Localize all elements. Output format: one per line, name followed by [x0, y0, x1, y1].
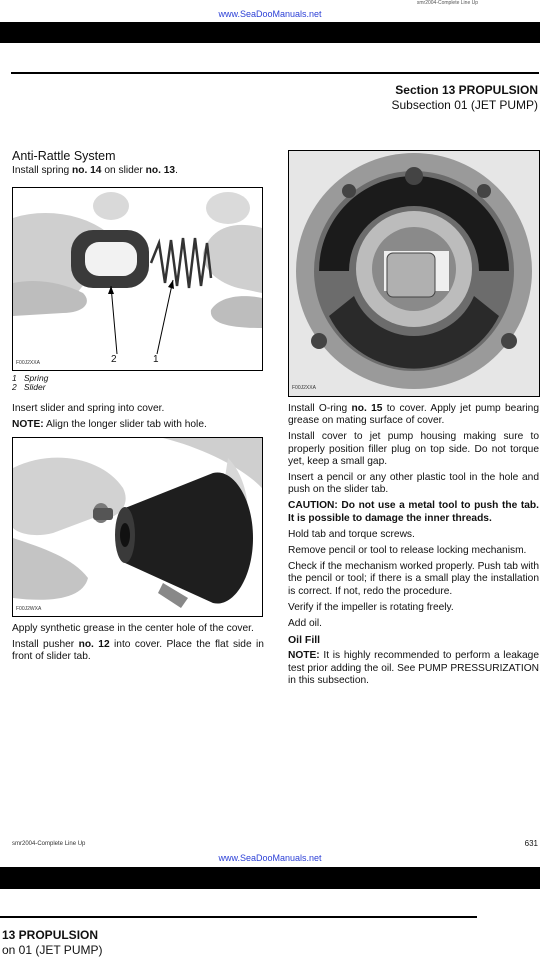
section-label: Section — [395, 83, 439, 97]
next-page-subsection: on 01 (JET PUMP) — [2, 943, 103, 957]
figure-legend — [12, 374, 48, 392]
page-separator-bar-bottom — [0, 867, 540, 889]
check-mechanism-text: Check if the mechanism worked properly. Push tab with the pencil or tool; if there is a small play the installation is correct. If not, redo the procedure. — [288, 561, 539, 597]
anti-rattle-heading: Anti-Rattle System — [12, 149, 116, 163]
grease-text: Apply synthetic grease in the center hole of the cover. — [12, 623, 254, 634]
header-rule — [11, 72, 539, 74]
hold-tab-text: Hold tab and torque screws. — [288, 528, 415, 540]
intro-text: Install spring no. 14 on slider no. 13. — [12, 165, 178, 177]
left-column — [12, 150, 264, 181]
section-header — [391, 83, 538, 113]
verify-impeller-text: Verify if the impeller is rotating freely. — [288, 601, 454, 613]
callout-1: 1 — [153, 354, 159, 365]
caution-label: CAUTION: — [288, 500, 338, 512]
left-column-mid — [12, 403, 264, 435]
note-align — [12, 419, 264, 431]
section-number: 13 — [441, 83, 456, 97]
note-text: Align the longer slider tab with hole. — [45, 419, 207, 431]
left-column-bottom — [12, 623, 264, 668]
note-label: NOTE: — [12, 419, 44, 431]
next-page-rule — [0, 916, 477, 918]
page-number: 631 — [524, 839, 538, 848]
figure-cover — [288, 150, 540, 397]
oil-note — [288, 650, 539, 687]
pencil-text: Insert a pencil or any other plastic tool in the hole and push on the slider tab. — [288, 472, 539, 496]
figure-code-3: F00J2XXA — [292, 385, 316, 391]
figure-spring-slider — [12, 187, 263, 371]
section-title: PROPULSION — [458, 83, 538, 97]
oring-text: Install O-ring no. 15 to cover. Apply jet pump bearing grease on mating surface of cover. — [288, 403, 539, 427]
callout-2: 2 — [111, 354, 117, 365]
add-oil-text: Add oil. — [288, 618, 322, 630]
watermark-top[interactable]: www.SeaDooManuals.net — [218, 9, 322, 19]
figure-code: F00J2XXA — [16, 360, 40, 366]
caution-text: Do not use a metal tool to push the tab. It is possible to damage the inner threads. — [288, 500, 539, 524]
oil-note-label: NOTE: — [288, 650, 320, 662]
caution-block — [288, 500, 539, 524]
legend-label-slider: Slider — [23, 382, 46, 392]
insert-slider-text: Insert slider and spring into cover. — [12, 403, 165, 414]
pusher-text: Install pusher no. 12 into cover. Place the flat side in front of slider tab. — [12, 639, 264, 663]
footer-left: smr2004-Complete Line Up — [12, 841, 86, 847]
legend-label-spring: Spring — [23, 373, 49, 383]
install-cover-text: Install cover to jet pump housing making sure to properly position filler plug on top side. Do not torque yet, keep a small gap. — [288, 431, 539, 467]
subsection-title: Subsection 01 (JET PUMP) — [391, 98, 538, 112]
legend-num-1: 1 — [12, 373, 17, 383]
legend-num-2: 2 — [12, 382, 17, 392]
watermark-bottom[interactable]: www.SeaDooManuals.net — [218, 853, 322, 863]
figure-insert-slider — [12, 437, 263, 617]
right-column — [288, 403, 539, 691]
figure-code-2: F00J2WXA — [16, 606, 42, 612]
spring-slider-photo — [13, 188, 262, 370]
corner-text: smr2004-Complete Line Up — [416, 0, 478, 6]
cover-photo — [289, 151, 539, 396]
next-page-section: 13 PROPULSION — [2, 928, 99, 942]
page-separator-bar — [0, 22, 540, 43]
oil-note-text: It is highly recommended to perform a leakage test prior adding the oil. See PUMP PRESSURIZATION in this subsection. — [288, 650, 539, 686]
insert-slider-photo — [13, 438, 262, 616]
remove-pencil-text: Remove pencil or tool to release locking mechanism. — [288, 545, 527, 557]
next-page-header — [2, 928, 102, 958]
oil-fill-heading: Oil Fill — [288, 634, 321, 647]
